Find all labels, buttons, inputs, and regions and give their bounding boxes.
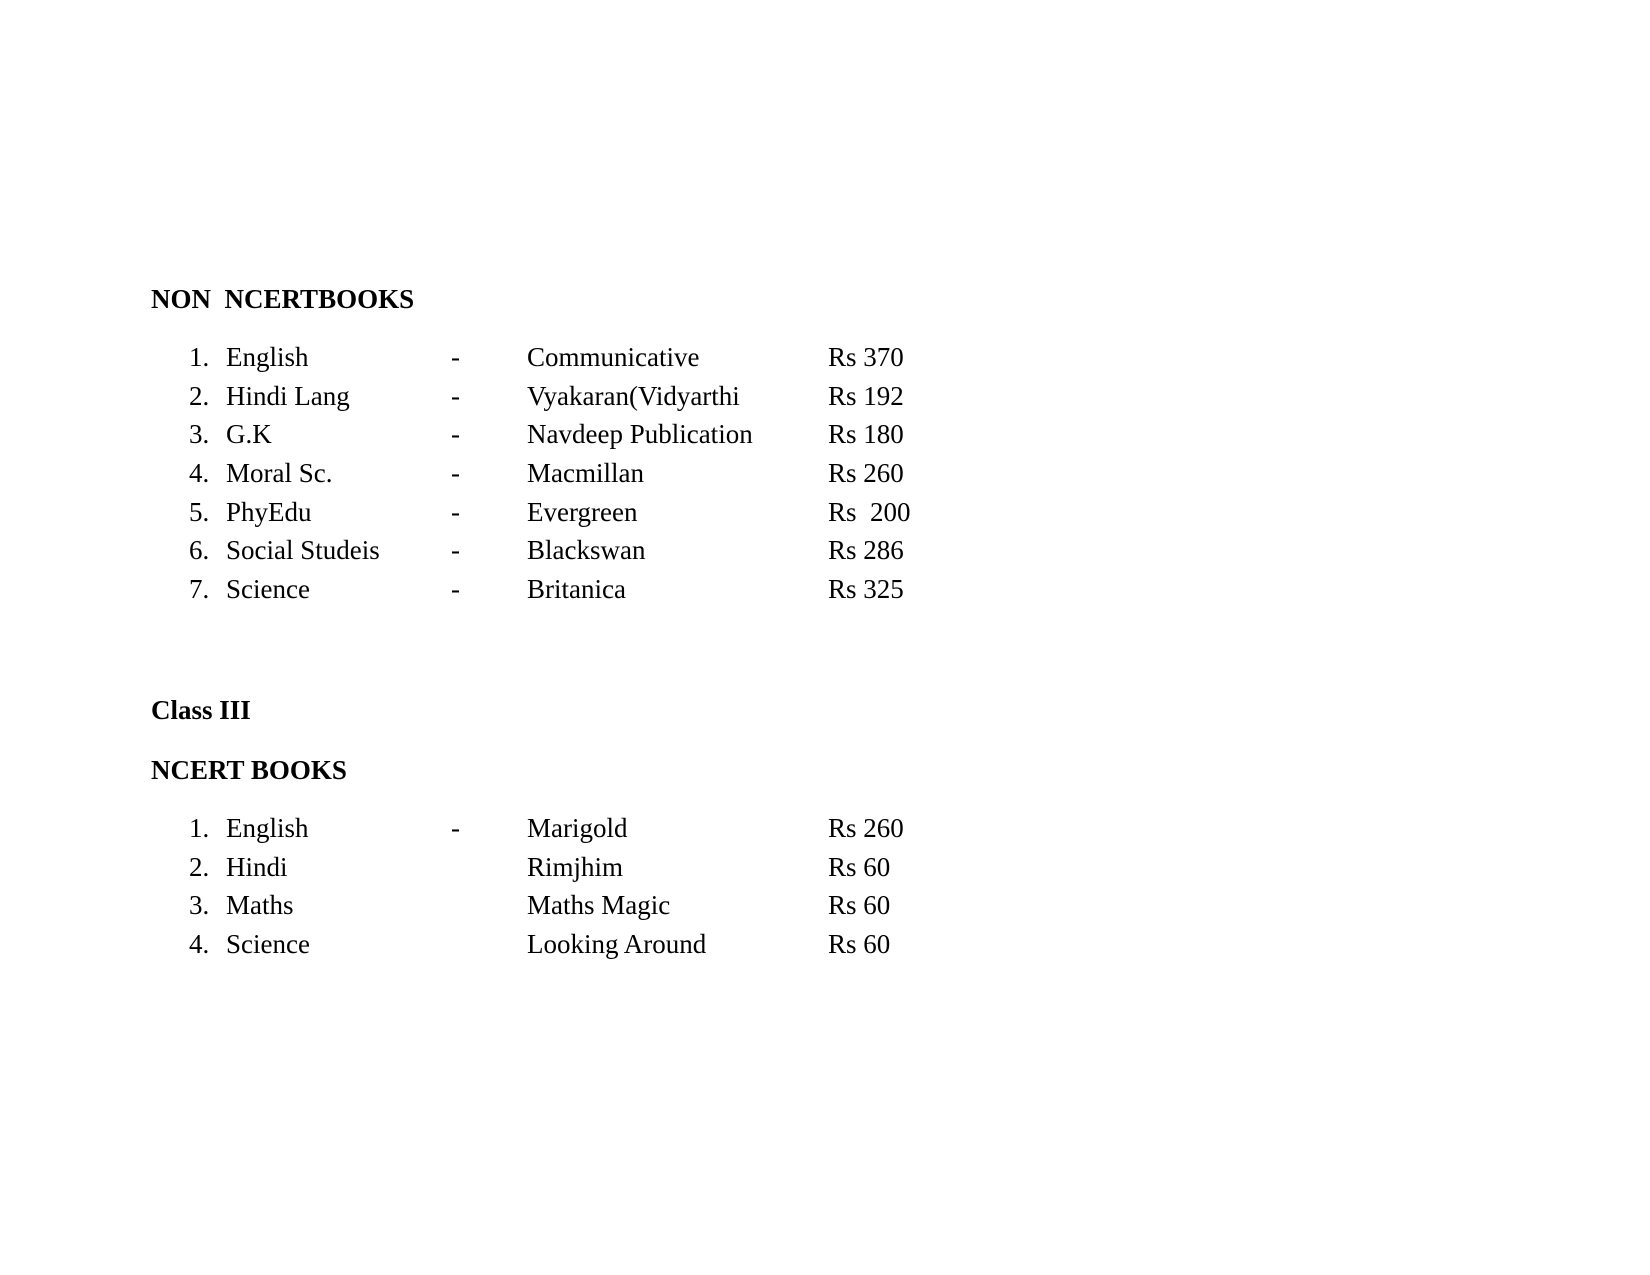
subject-name: Science	[226, 574, 310, 605]
book-row	[0, 931, 1000, 970]
book-price: Rs 325	[828, 574, 904, 605]
separator-dash: -	[451, 380, 460, 411]
book-row	[0, 421, 1000, 460]
publisher-name: Marigold	[527, 813, 628, 843]
subject-name: Science	[226, 929, 310, 960]
publisher-name: Evergreen	[527, 496, 638, 527]
non-ncert-book-list	[0, 344, 1000, 615]
item-number: 2.	[189, 851, 210, 882]
book-row	[0, 851, 1000, 893]
item-number: 4.	[189, 929, 210, 960]
item-number: 2.	[189, 380, 210, 411]
separator-dash: -	[451, 574, 460, 605]
subject-name: Hindi Lang	[226, 380, 350, 411]
book-price: Rs 60	[828, 890, 891, 921]
subject-name: Social Studeis	[226, 535, 380, 566]
separator-dash: -	[451, 813, 460, 843]
book-price: Rs 200	[828, 496, 911, 527]
item-number: 3.	[189, 419, 210, 450]
ncert-book-list	[0, 815, 1000, 970]
book-price: Rs 60	[828, 851, 891, 882]
separator-dash: -	[451, 458, 460, 489]
book-row	[0, 460, 1000, 499]
publisher-name: Navdeep Publication	[527, 419, 753, 450]
book-row	[0, 344, 1000, 383]
item-number: 1.	[189, 342, 210, 372]
publisher-name: Britanica	[527, 574, 626, 605]
book-price: Rs 60	[828, 929, 891, 960]
publisher-name: Rimjhim	[527, 851, 624, 882]
subject-name: Hindi	[226, 851, 288, 882]
book-price: Rs 260	[828, 458, 904, 489]
publisher-name: Macmillan	[527, 458, 644, 489]
book-row	[0, 815, 1000, 854]
separator-dash: -	[451, 419, 460, 450]
item-number: 3.	[189, 890, 210, 921]
subject-name: English	[226, 813, 309, 843]
ncert-books-heading: NCERT BOOKS	[151, 755, 347, 785]
separator-dash: -	[451, 535, 460, 566]
item-number: 7.	[189, 574, 210, 605]
book-price: Rs 192	[828, 380, 904, 411]
book-price: Rs 180	[828, 419, 904, 450]
separator-dash: -	[451, 496, 460, 527]
book-price: Rs 286	[828, 535, 904, 566]
subject-name: G.K	[226, 419, 272, 450]
subject-name: PhyEdu	[226, 496, 312, 527]
publisher-name: Looking Around	[527, 929, 707, 960]
subject-name: Moral Sc.	[226, 458, 333, 489]
item-number: 5.	[189, 496, 210, 527]
class-heading: Class III	[151, 695, 251, 725]
publisher-name: Maths Magic	[527, 890, 671, 921]
book-row	[0, 537, 1000, 576]
book-row	[0, 496, 1000, 538]
item-number: 6.	[189, 535, 210, 566]
item-number: 1.	[189, 813, 210, 843]
book-price: Rs 260	[828, 813, 904, 843]
publisher-name: Communicative	[527, 342, 700, 372]
publisher-name: Blackswan	[527, 535, 646, 566]
subject-name: Maths	[226, 890, 294, 921]
book-row	[0, 576, 1000, 615]
non-ncert-books-heading: NON NCERTBOOKS	[151, 284, 415, 314]
book-row	[0, 380, 1000, 422]
separator-dash: -	[451, 342, 460, 372]
book-price: Rs 370	[828, 342, 904, 372]
publisher-name: Vyakaran(Vidyarthi	[527, 380, 740, 411]
subject-name: English	[226, 342, 309, 372]
item-number: 4.	[189, 458, 210, 489]
book-row	[0, 892, 1000, 931]
